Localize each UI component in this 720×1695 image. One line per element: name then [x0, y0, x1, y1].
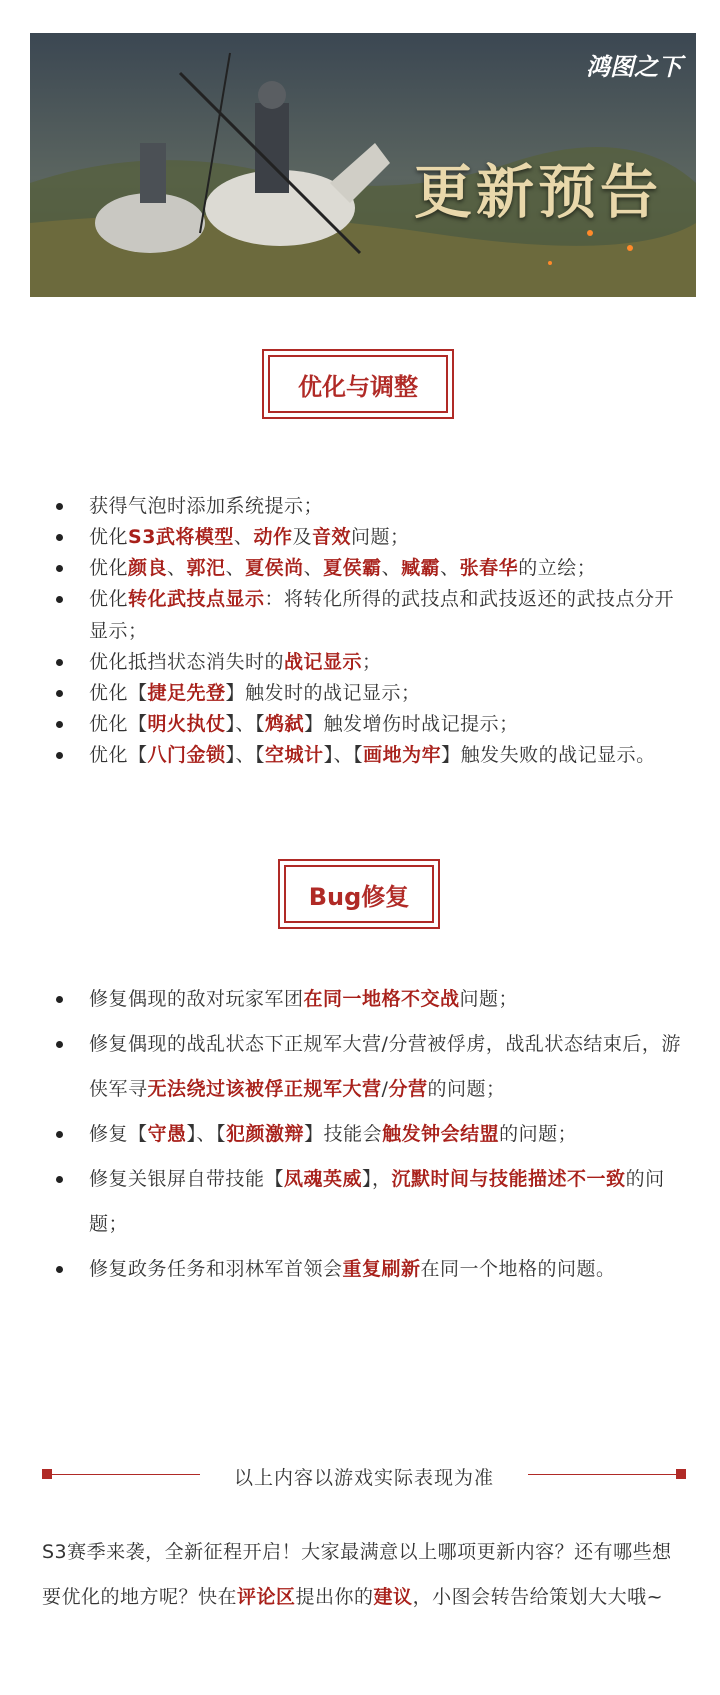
item-text: S3赛季来袭，全新征程开启！大家最满意以上哪项更新内容？还有哪些想要优化的地方呢？快在 — [42, 1541, 672, 1608]
item-text: 优化【 — [89, 744, 148, 766]
item-text: 】触发增伤时战记提示； — [304, 713, 519, 735]
list-item — [45, 646, 685, 678]
item-text: 、 — [167, 557, 187, 579]
highlight-text: 建议 — [373, 1586, 413, 1608]
highlight-text: 夏侯尚 — [245, 557, 304, 579]
divider-square-right — [676, 1469, 686, 1479]
highlight-text: 臧霸 — [401, 557, 441, 579]
list-item — [45, 552, 685, 584]
list-item — [45, 677, 685, 709]
list-item — [45, 739, 685, 771]
item-text: ； — [362, 651, 382, 673]
highlight-text: 战记显示 — [284, 651, 363, 673]
disclaimer-text: 以上内容以游戏实际表现为准 — [233, 1467, 494, 1489]
item-text: ：将转化所得的武技点和武技返还的武技点分开显示； — [89, 588, 675, 642]
item-text: ，小图会转告给策划大大哦~ — [412, 1586, 663, 1608]
highlight-text: 守愚 — [147, 1123, 187, 1145]
item-text: 优化【 — [89, 713, 148, 735]
highlight-text: 触发钟会结盟 — [382, 1123, 500, 1145]
list-item — [45, 708, 685, 740]
highlight-text: 颜良 — [128, 557, 168, 579]
item-text: 】、【 — [186, 1123, 227, 1145]
item-text: 修复关银屏自带技能【 — [89, 1168, 285, 1190]
item-text: 】， — [362, 1168, 392, 1190]
item-text: 问题； — [459, 988, 519, 1010]
item-text: 的问题； — [89, 1168, 665, 1235]
highlight-text: 鸩弑 — [265, 713, 305, 735]
list-item — [45, 521, 685, 553]
highlight-text: 沉默时间与技能描述不一致 — [391, 1168, 626, 1190]
game-logo: 鸿图之下 — [586, 52, 682, 81]
highlight-text: 明火执仗 — [147, 713, 226, 735]
highlight-text: 转化武技点显示 — [128, 588, 265, 610]
item-text: 、 — [381, 557, 402, 579]
highlight-text: 画地为牢 — [363, 744, 442, 766]
list-item — [45, 583, 685, 647]
list-item — [45, 490, 685, 522]
item-text: / — [381, 1078, 389, 1100]
highlight-text: S3武将模型 — [128, 526, 234, 548]
list-item — [45, 1112, 685, 1157]
item-text: 优化 — [89, 557, 129, 579]
item-text: 问题； — [350, 526, 410, 548]
highlight-text: 郭汜 — [186, 557, 226, 579]
closing-paragraph — [42, 1530, 686, 1620]
item-text: 、 — [233, 526, 254, 548]
section-title: 优化与调整 — [268, 355, 448, 413]
item-text: 、 — [303, 557, 324, 579]
item-text: 修复【 — [89, 1123, 148, 1145]
highlight-text: 无法绕过该被俘正规军大营 — [147, 1078, 382, 1100]
item-text: 】、【 — [323, 744, 364, 766]
section-header-bugfix — [278, 859, 440, 929]
highlight-text: 凤魂英威 — [284, 1168, 363, 1190]
item-text: 修复偶现的战乱状态下正规军大营/分营被俘虏，战乱状态结束后，游侠军寻 — [89, 1033, 681, 1100]
list-item — [45, 1157, 685, 1247]
item-text: 在同一个地格的问题。 — [420, 1258, 616, 1280]
banner-image — [30, 33, 696, 297]
list-item — [45, 977, 685, 1022]
item-text: 】技能会 — [304, 1123, 383, 1145]
item-text: 、 — [440, 557, 460, 579]
item-text: 获得气泡时添加系统提示； — [89, 495, 324, 517]
item-text: 提出你的 — [295, 1586, 374, 1608]
highlight-text: 犯颜激辩 — [226, 1123, 305, 1145]
highlight-text: 在同一地格不交战 — [303, 988, 460, 1010]
item-text: 修复偶现的敌对玩家军团 — [89, 988, 304, 1010]
highlight-text: 张春华 — [459, 557, 519, 579]
banner-title: 更新预告 — [413, 158, 662, 226]
item-text: 优化 — [89, 588, 129, 610]
item-text: 优化抵挡状态消失时的 — [89, 651, 285, 673]
list-item — [45, 1022, 685, 1112]
item-text: 】、【 — [225, 713, 266, 735]
item-text: 】触发失败的战记显示。 — [441, 744, 656, 766]
highlight-text: 空城计 — [265, 744, 324, 766]
highlight-text: 动作 — [253, 526, 293, 548]
item-text: 及 — [292, 526, 312, 548]
item-text: 修复政务任务和羽林军首领会 — [89, 1258, 343, 1280]
item-text: 】、【 — [225, 744, 266, 766]
highlight-text: 分营 — [388, 1078, 428, 1100]
item-text: 的立绘； — [518, 557, 597, 579]
optimization-list — [45, 490, 685, 770]
highlight-text: 评论区 — [237, 1586, 296, 1608]
item-text: 的问题； — [427, 1078, 506, 1100]
highlight-text: 捷足先登 — [147, 682, 226, 704]
item-text: 优化【 — [89, 682, 148, 704]
divider-line-right — [528, 1474, 678, 1475]
item-text: 】触发时的战记显示； — [225, 682, 421, 704]
item-text: 、 — [225, 557, 246, 579]
item-text: 的问题； — [499, 1123, 578, 1145]
footer-divider — [42, 1463, 686, 1487]
highlight-text: 八门金锁 — [147, 744, 226, 766]
section-header-optimization — [262, 349, 454, 419]
highlight-text: 夏侯霸 — [323, 557, 382, 579]
item-text: 优化 — [89, 526, 129, 548]
section-title: Bug修复 — [284, 865, 434, 923]
bugfix-list — [45, 977, 685, 1292]
highlight-text: 音效 — [311, 526, 351, 548]
list-item — [45, 1247, 685, 1292]
highlight-text: 重复刷新 — [342, 1258, 421, 1280]
